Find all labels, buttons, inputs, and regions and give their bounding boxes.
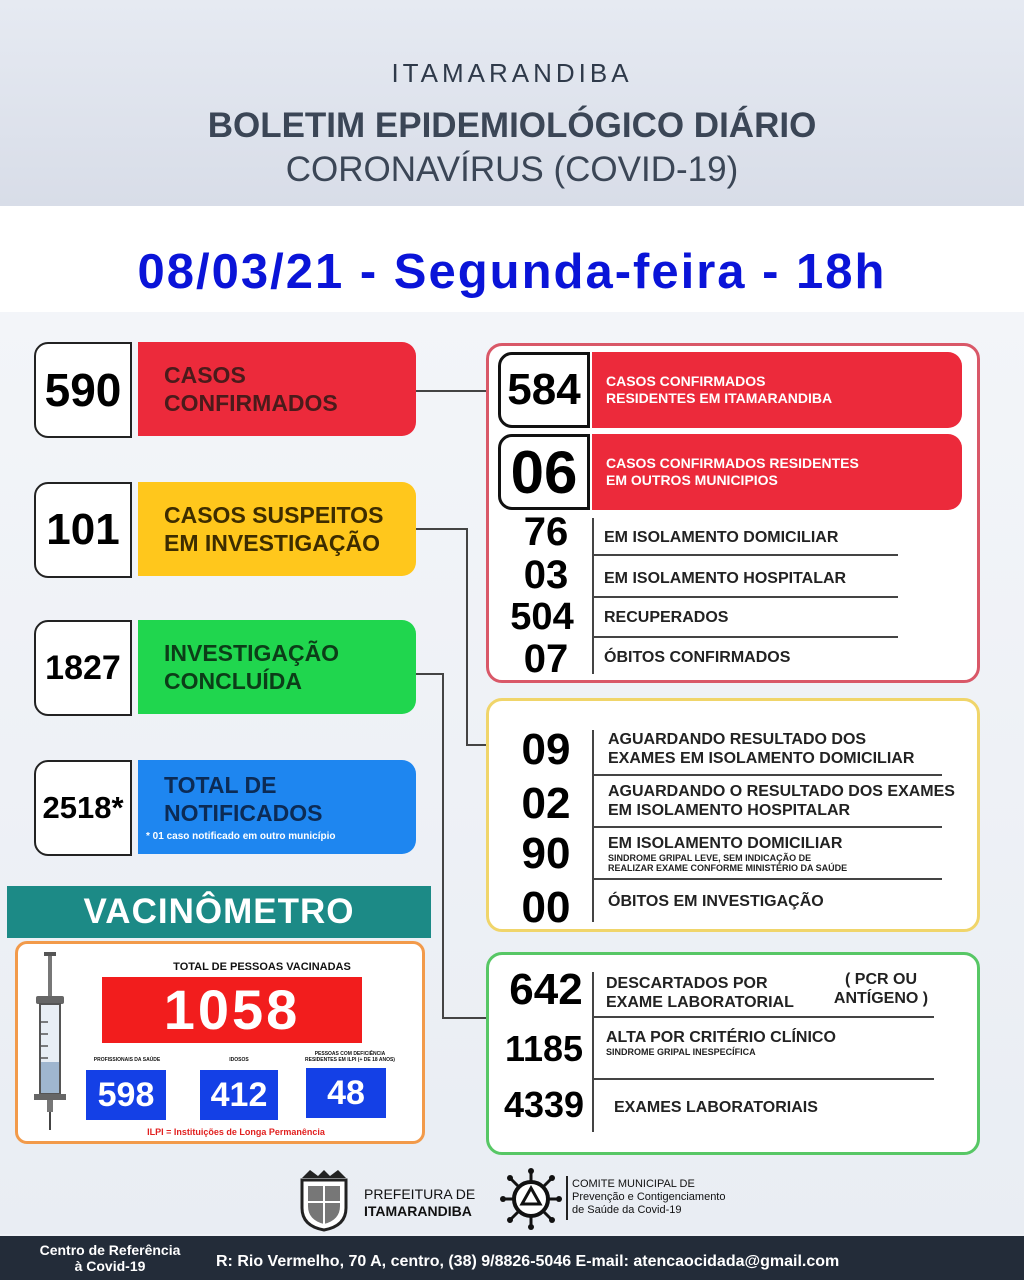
suspect-label xyxy=(138,482,416,576)
others-count: 06 xyxy=(498,434,590,510)
recovered-count: 504 xyxy=(510,596,574,638)
home-isolation-label: EM ISOLAMENTO DOMICILIAR xyxy=(604,529,839,546)
vaccine-title: VACINÔMETRO xyxy=(7,886,431,938)
discarded-count: 642 xyxy=(509,965,583,1014)
discarded-line2: EXAME LABORATORIAL xyxy=(606,994,794,1011)
discarded-aside1: ( PCR OU xyxy=(845,971,917,988)
notified-count: 2518* xyxy=(34,760,132,856)
mild-isolation-note2: REALIZAR EXAME CONFORME MINISTÉRIO DA SAÚDE xyxy=(608,863,848,873)
clinical-count: 1185 xyxy=(504,1028,584,1069)
notified-label-line1: TOTAL DE xyxy=(164,772,277,798)
awaiting-hospital-count: 02 xyxy=(521,779,571,828)
residents-count: 584 xyxy=(498,352,590,428)
vaccine-health-workers: 598 xyxy=(86,1070,166,1120)
connector-suspect-end xyxy=(466,744,488,746)
connector-suspect-h xyxy=(416,528,468,530)
row-divider xyxy=(594,774,942,776)
comite-logo-text xyxy=(572,1178,725,1217)
vaccine-total: 1058 xyxy=(102,977,362,1043)
concluded-label-line2: CONCLUÍDA xyxy=(164,668,302,694)
logo-divider xyxy=(566,1176,568,1220)
mild-isolation-note1: SINDROME GRIPAL LEVE, SEM INDICAÇÃO DE xyxy=(608,853,812,863)
city-name: ITAMARANDIBA xyxy=(391,58,633,88)
prefeitura-line1: PREFEITURA DE xyxy=(364,1186,476,1202)
recovered-label: RECUPERADOS xyxy=(604,609,729,626)
vaccine-group-label: PESSOAS COM DEFICIÊNCIA RESIDENTES EM ILPI (+ DE 18 ANOS) xyxy=(305,1051,395,1063)
connector-concluded-end xyxy=(442,1017,488,1019)
row-divider xyxy=(594,826,942,828)
footer-address: R: Rio Vermelho, 70 A, centro, (38) 9/8826-5046 E-mail: atencaocidada@gmail.com xyxy=(216,1253,840,1270)
column-divider xyxy=(592,518,594,674)
notified-footnote: * 01 caso notificado em outro município xyxy=(146,831,336,842)
others-label-line1: CASOS CONFIRMADOS RESIDENTES xyxy=(606,455,859,471)
clinical-line1: ALTA POR CRITÉRIO CLÍNICO xyxy=(606,1029,836,1046)
connector-concluded-h xyxy=(416,673,444,675)
discarded-aside xyxy=(826,970,936,1008)
lab-exams-count: 4339 xyxy=(503,1084,585,1125)
connector-suspect-v xyxy=(466,528,468,746)
prefeitura-line2: ITAMARANDIBA xyxy=(364,1203,472,1219)
concluded-label-line1: INVESTIGAÇÃO xyxy=(164,640,340,666)
awaiting-home-line1: AGUARDANDO RESULTADO DOS xyxy=(608,731,867,748)
vaccine-group-label: IDOSOS xyxy=(229,1057,249,1063)
awaiting-home-count: 09 xyxy=(521,725,571,774)
notified-label xyxy=(138,760,416,854)
row-divider xyxy=(594,554,898,556)
residents-label xyxy=(592,352,962,428)
hospital-isolation-count: 03 xyxy=(523,553,569,597)
confirmed-label-line1: CASOS xyxy=(164,362,246,388)
hospital-isolation-label: EM ISOLAMENTO HOSPITALAR xyxy=(604,570,847,587)
column-divider xyxy=(592,972,594,1132)
clinical-label xyxy=(606,1028,836,1057)
vaccine-elderly: 412 xyxy=(200,1070,278,1120)
suspect-label-line2: EM INVESTIGAÇÃO xyxy=(164,530,380,556)
deaths-investigation-label: ÓBITOS EM INVESTIGAÇÃO xyxy=(608,893,824,910)
syringe-icon xyxy=(30,952,70,1132)
suspect-count: 101 xyxy=(34,482,132,578)
vaccine-total-label: TOTAL DE PESSOAS VACINADAS xyxy=(173,961,351,973)
bulletin-subtitle: CORONAVÍRUS (COVID-19) xyxy=(285,150,739,189)
coat-of-arms-icon xyxy=(296,1168,352,1232)
discarded-aside2: ANTÍGENO ) xyxy=(833,990,929,1007)
row-divider xyxy=(594,1078,934,1080)
row-divider xyxy=(594,878,942,880)
mild-isolation-line1: EM ISOLAMENTO DOMICILIAR xyxy=(608,835,843,852)
reference-center-line2: à Covid-19 xyxy=(74,1258,146,1274)
row-divider xyxy=(594,636,898,638)
awaiting-hospital-label xyxy=(608,782,955,820)
others-label-line2: EM OUTROS MUNICIPIOS xyxy=(606,472,778,488)
concluded-label xyxy=(138,620,416,714)
awaiting-hospital-line2: EM ISOLAMENTO HOSPITALAR xyxy=(608,802,851,819)
confirmed-count: 590 xyxy=(34,342,132,438)
deaths-count: 07 xyxy=(523,637,569,681)
confirmed-label xyxy=(138,342,416,436)
awaiting-home-label xyxy=(608,730,914,768)
mild-isolation-label xyxy=(608,834,847,873)
mild-isolation-count: 90 xyxy=(521,829,571,878)
row-divider xyxy=(594,1016,934,1018)
residents-label-line1: CASOS CONFIRMADOS xyxy=(606,373,766,389)
connector-concluded-v xyxy=(442,673,444,1019)
discarded-label xyxy=(606,974,794,1012)
deaths-label: ÓBITOS CONFIRMADOS xyxy=(604,649,791,666)
vaccine-footnote: ILPI = Instituições de Longa Permanência xyxy=(147,1127,325,1137)
others-label xyxy=(592,434,962,510)
confirmed-label-line2: CONFIRMADOS xyxy=(164,390,338,416)
column-divider xyxy=(592,730,594,922)
deaths-investigation-count: 00 xyxy=(521,883,571,932)
concluded-count: 1827 xyxy=(34,620,132,716)
comite-line2: Prevenção e Contigenciamento xyxy=(572,1191,726,1203)
home-isolation-count: 76 xyxy=(523,510,569,554)
awaiting-home-line2: EXAMES EM ISOLAMENTO DOMICILIAR xyxy=(608,750,915,767)
virus-icon xyxy=(500,1168,562,1230)
lab-exams-label: EXAMES LABORATORIAIS xyxy=(614,1099,818,1116)
clinical-note: SINDROME GRIPAL INESPECÍFICA xyxy=(606,1047,756,1057)
bulletin-date: 08/03/21 - Segunda-feira - 18h xyxy=(137,245,887,299)
vaccine-group-label: PROFISSIONAIS DA SAÚDE xyxy=(93,1057,161,1063)
comite-line3: de Saúde da Covid-19 xyxy=(572,1204,682,1216)
discarded-line1: DESCARTADOS POR xyxy=(606,975,768,992)
residents-label-line2: RESIDENTES EM ITAMARANDIBA xyxy=(606,390,833,406)
reference-center xyxy=(12,1242,208,1274)
reference-center-line1: Centro de Referência xyxy=(39,1242,181,1258)
row-divider xyxy=(594,596,898,598)
prefeitura-logo-text xyxy=(364,1186,475,1220)
notified-label-line2: NOTIFICADOS xyxy=(164,800,323,826)
comite-line1: COMITE MUNICIPAL DE xyxy=(572,1178,695,1190)
bulletin-title: BOLETIM EPIDEMIOLÓGICO DIÁRIO xyxy=(207,106,817,145)
awaiting-hospital-line1: AGUARDANDO O RESULTADO DOS EXAMES xyxy=(608,783,955,800)
vaccine-disabled-ilpi: 48 xyxy=(306,1068,386,1118)
suspect-label-line1: CASOS SUSPEITOS xyxy=(164,502,384,528)
